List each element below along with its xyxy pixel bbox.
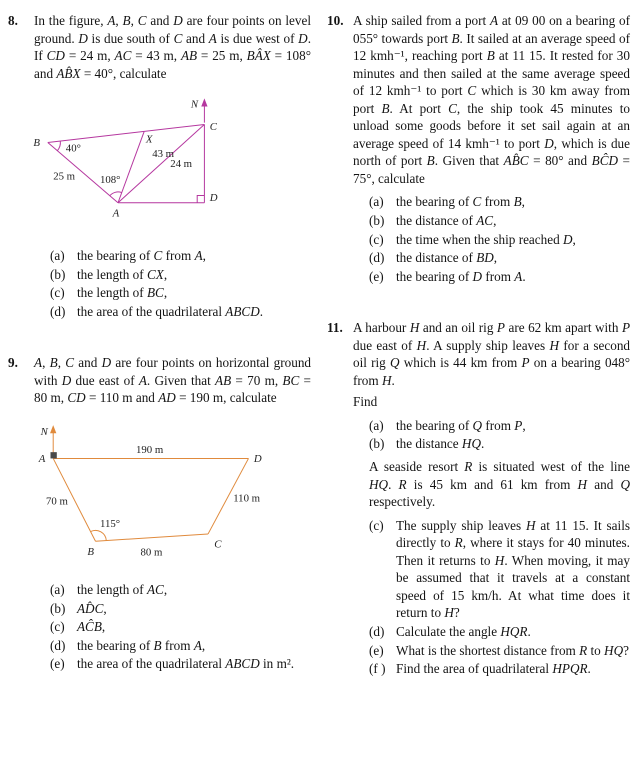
problem-number: 11. xyxy=(327,320,343,336)
problem-8-parts xyxy=(50,247,311,320)
left-column xyxy=(8,12,311,679)
label-angle-b: 40° xyxy=(65,142,81,155)
part-label: (e) xyxy=(50,656,65,672)
part-row xyxy=(369,268,630,286)
segment-ax xyxy=(118,132,144,203)
part-label: (c) xyxy=(369,231,384,247)
part-row xyxy=(50,655,311,673)
figure-9 xyxy=(28,415,311,573)
part-text: the bearing of C from B, xyxy=(396,194,525,210)
part-row xyxy=(50,266,311,284)
part-text: the distance of AC, xyxy=(396,213,497,229)
label-point-b: B xyxy=(33,137,40,150)
part-text: the length of CX, xyxy=(77,266,168,282)
problem-statement: A, B, C and D are four points on horizontal ground with D due east of A. Given that AB = 70 m, BC = 80 m, CD = 110 m and AD = 190 m, calculate xyxy=(34,355,312,406)
label-length-ad: 190 m xyxy=(136,444,164,457)
problem-11 xyxy=(327,319,630,677)
part-label: (e) xyxy=(369,642,384,658)
part-row xyxy=(369,212,630,230)
part-label: (d) xyxy=(369,250,385,266)
figure-9-diagram xyxy=(28,415,298,573)
north-arrowhead xyxy=(50,425,56,433)
part-row xyxy=(50,247,311,265)
part-label: (b) xyxy=(369,213,385,229)
part-text: the bearing of C from A, xyxy=(77,248,206,264)
north-arrowhead xyxy=(201,99,207,107)
part-row xyxy=(50,637,311,655)
part-text: the time when the ship reached D, xyxy=(396,231,576,247)
label-length-cd: 24 m xyxy=(170,157,193,170)
figure-8 xyxy=(28,90,311,239)
part-text: the area of the quadrilateral ABCD in m². xyxy=(77,656,295,672)
part-label: (e) xyxy=(369,268,384,284)
segment-bc xyxy=(48,125,205,143)
part-text: the area of the quadrilateral ABCD. xyxy=(77,303,264,319)
part-label: (d) xyxy=(50,303,66,319)
label-length-bc: 80 m xyxy=(140,546,163,559)
part-label: (d) xyxy=(369,623,385,639)
part-text: the bearing of Q from P, xyxy=(396,417,526,433)
part-row xyxy=(50,284,311,302)
part-text: the length of AC, xyxy=(77,582,168,598)
problem-number: 10. xyxy=(327,13,344,28)
part-row xyxy=(369,417,630,435)
problem-number: 9. xyxy=(8,355,18,371)
problem-10 xyxy=(327,12,630,285)
problem-statement: A harbour H and an oil rig P are 62 km apart with P due east of H. A supply ship leaves H for a second oil rig Q which is 44 km from P on a bearing 048° from H. xyxy=(353,320,631,388)
problem-11-parts-ab xyxy=(369,417,630,453)
part-label: (a) xyxy=(369,194,384,210)
right-column xyxy=(327,12,630,679)
part-text: AĈB, xyxy=(77,619,106,635)
part-label: (b) xyxy=(369,436,385,452)
part-label: (d) xyxy=(50,637,66,653)
figure-8-labels xyxy=(33,99,217,220)
part-row xyxy=(369,623,630,641)
part-row xyxy=(50,600,311,618)
part-row xyxy=(369,435,630,453)
part-label: (a) xyxy=(369,417,384,433)
part-row xyxy=(369,249,630,267)
label-length-ab: 70 m xyxy=(46,495,68,508)
part-text: AD̂C, xyxy=(77,600,107,616)
problem-11-parts-cf xyxy=(369,517,630,678)
problem-number: 8. xyxy=(8,13,18,28)
find-label: Find xyxy=(353,394,378,410)
label-north: N xyxy=(40,426,48,439)
problem-8 xyxy=(8,12,311,320)
label-point-d: D xyxy=(209,192,218,205)
label-angle-b: 115° xyxy=(100,517,121,530)
part-row xyxy=(50,618,311,636)
label-point-c: C xyxy=(214,538,222,551)
part-row xyxy=(369,642,630,660)
part-text: Find the area of quadrilateral HPQR. xyxy=(396,661,591,677)
part-text: the bearing of B from A, xyxy=(77,637,206,653)
problem-statement: In the figure, A, B, C and D are four points on level ground. D is due south of C and A is due west of D. If CD = 24 m, AC = 43 m, AB = 25 m, BÂX = 108° and AB̂X = 40°, calculate xyxy=(34,13,311,81)
part-row xyxy=(369,517,630,622)
part-text: the distance of BD, xyxy=(396,250,498,266)
label-point-x: X xyxy=(145,133,153,146)
label-length-ac: 43 m xyxy=(152,148,175,161)
label-point-d: D xyxy=(253,453,262,466)
part-text: the bearing of D from A. xyxy=(396,268,526,284)
right-angle-mark xyxy=(197,196,204,203)
right-angle-square xyxy=(51,452,57,458)
part-text: What is the shortest distance from R to HQ? xyxy=(396,642,629,658)
label-point-a: A xyxy=(112,207,120,220)
resort-paragraph: A seaside resort R is situated west of the line HQ. R is 45 km and 61 km from H and Q respectively. xyxy=(369,459,630,510)
part-label: (c) xyxy=(369,517,384,533)
problem-9 xyxy=(8,354,311,672)
label-angle-a: 108° xyxy=(100,174,121,187)
part-label: (a) xyxy=(50,582,65,598)
label-length-ab: 25 m xyxy=(53,170,76,183)
part-row xyxy=(369,231,630,249)
label-length-cd: 110 m xyxy=(233,492,261,505)
angle-arc-a xyxy=(110,192,122,196)
problem-10-parts xyxy=(369,193,630,285)
part-label: (a) xyxy=(50,248,65,264)
part-row xyxy=(369,193,630,211)
part-row xyxy=(50,581,311,599)
part-label: (b) xyxy=(50,266,66,282)
part-text: The supply ship leaves H at 11 15. It sails directly to R, where it stays for 40 minutes. Then it returns to H. When moving, it may be assumed that it travels at a constant speed of 15 km/h. At what time does it return to H? xyxy=(396,517,631,621)
label-north: N xyxy=(190,98,199,111)
part-label: (c) xyxy=(50,619,65,635)
part-label: (c) xyxy=(50,285,65,301)
part-row xyxy=(50,303,311,321)
problem-9-parts xyxy=(50,581,311,673)
problem-statement: A ship sailed from a port A at 09 00 on a bearing of 055° towards port B. It sailed at an average speed of 12 kmh⁻¹, reaching port B at 11 15. It rested for 30 minutes and then sailed at the same average speed of 12 kmh⁻¹ to port C which is 30 km away from port B. At port C, the ship took 45 minutes to unload some goods before it set sail again at an average speed of 14 kmh⁻¹ to port D, which is due north of port B. Given that AB̂C = 80° and BĈD = 75°, calculate xyxy=(353,13,631,186)
part-text: the distance HQ. xyxy=(396,436,485,452)
part-text: the length of BC, xyxy=(77,285,168,301)
label-point-c: C xyxy=(209,121,218,134)
label-point-a: A xyxy=(38,453,46,466)
part-row xyxy=(369,660,630,678)
angle-arc-b xyxy=(57,141,60,151)
part-label: (f ) xyxy=(369,661,386,677)
part-text: Calculate the angle HQR. xyxy=(396,623,531,639)
figure-8-diagram xyxy=(28,90,298,239)
segment-bc xyxy=(96,534,209,541)
label-point-b: B xyxy=(87,545,94,558)
part-label: (b) xyxy=(50,600,66,616)
figure-9-labels xyxy=(38,426,262,559)
